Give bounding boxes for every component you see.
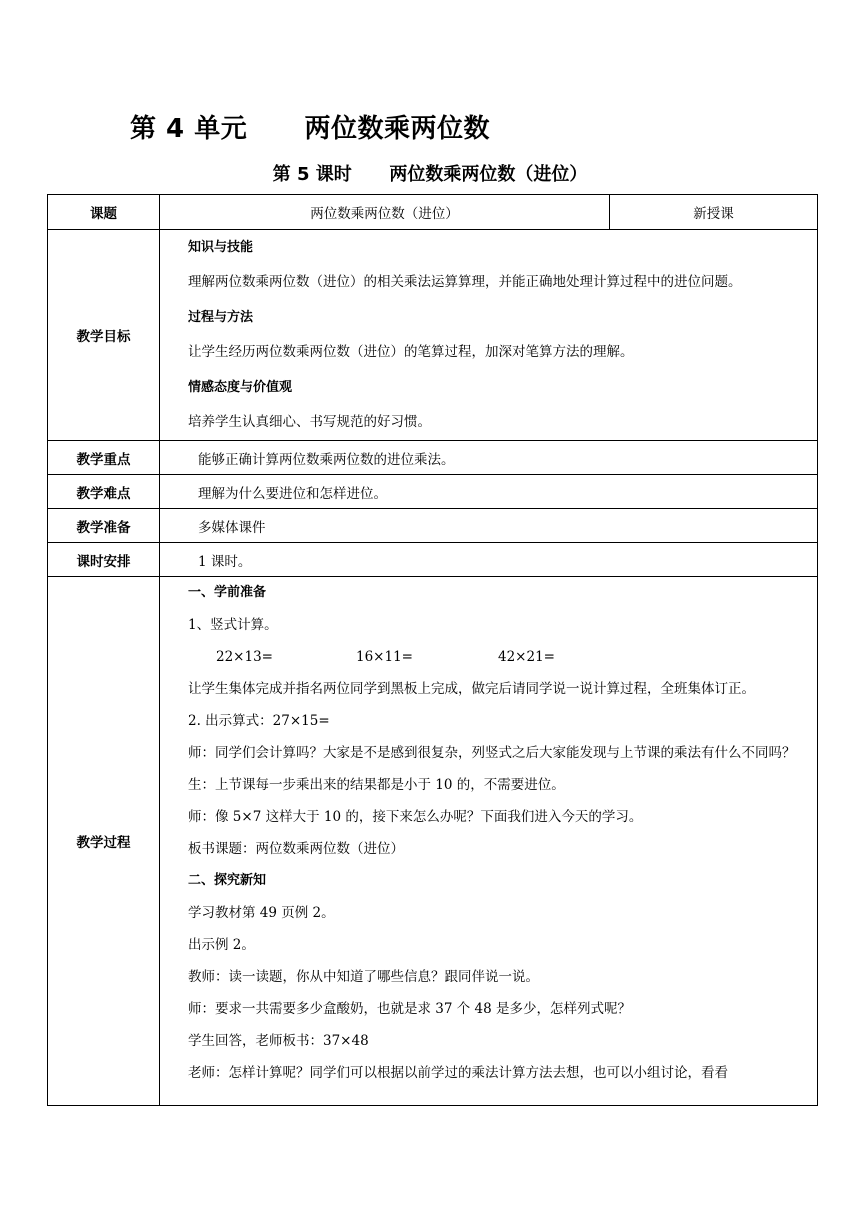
process-paragraph: 师：要求一共需要多少盒酸奶，也就是求 37 个 48 是多少，怎样列式呢？: [188, 1001, 632, 1017]
process-content: [160, 577, 818, 1106]
topic-title: 两位数乘两位数（进位）: [160, 195, 610, 230]
difficulty-label: 教学难点: [48, 475, 160, 509]
process-paragraph: 教师：读一读题，你从中知道了哪些信息？跟同伴说一说。: [188, 969, 539, 985]
process-row: [48, 577, 818, 1106]
calc-item: 42×21=: [498, 649, 555, 665]
topic-row: [48, 195, 818, 230]
process-paragraph: 1、竖式计算。: [188, 617, 278, 633]
difficulty-row: [48, 475, 818, 509]
section-heading-preparation: 一、学前准备: [188, 585, 267, 600]
objective-heading-attitude: 情感态度与价值观: [188, 380, 293, 395]
process-paragraph: 学生回答，老师板书：37×48: [188, 1033, 369, 1049]
process-paragraph: 板书课题：两位数乘两位数（进位）: [188, 841, 404, 857]
objectives-label: 教学目标: [48, 230, 160, 441]
process-paragraph: 出示例 2。: [188, 937, 255, 953]
key-point-text: 能够正确计算两位数乘两位数的进位乘法。: [160, 441, 818, 475]
objective-heading-process: 过程与方法: [188, 310, 254, 325]
objective-heading-knowledge: 知识与技能: [188, 240, 254, 255]
objective-text-process: 让学生经历两位数乘两位数（进位）的笔算过程，加深对笔算方法的理解。: [188, 344, 634, 360]
process-paragraph: 让学生集体完成并指名两位同学到黑板上完成，做完后请同学说一说计算过程，全班集体订正。: [188, 681, 755, 697]
objectives-content: [160, 230, 818, 441]
process-paragraph: 师：像 5×7 这样大于 10 的，接下来怎么办呢？下面我们进入今天的学习。: [188, 809, 643, 825]
process-paragraph: 老师：怎样计算呢？同学们可以根据以前学过的乘法计算方法去想，也可以小组讨论，看看: [188, 1065, 728, 1081]
schedule-text: 1 课时。: [160, 543, 818, 577]
difficulty-text: 理解为什么要进位和怎样进位。: [160, 475, 818, 509]
process-paragraph: 生：上节课每一步乘出来的结果都是小于 10 的，不需要进位。: [188, 777, 565, 793]
lesson-plan-table: [47, 194, 818, 1106]
process-paragraph: 师：同学们会计算吗？大家是不是感到很复杂，列竖式之后大家能发现与上节课的乘法有什么不同吗？: [188, 745, 796, 761]
process-paragraph: 2. 出示算式：27×15=: [188, 713, 330, 729]
objective-text-knowledge: 理解两位数乘两位数（进位）的相关乘法运算算理，并能正确地处理计算过程中的进位问题。: [188, 274, 742, 290]
calc-exercises: [160, 641, 817, 673]
process-paragraph: 学习教材第 49 页例 2。: [188, 905, 335, 921]
unit-title: 第 4 单元 两位数乘两位数: [130, 114, 491, 144]
key-point-row: [48, 441, 818, 475]
objective-text-attitude: 培养学生认真细心、书写规范的好习惯。: [188, 414, 431, 430]
lesson-type: 新授课: [610, 195, 818, 230]
schedule-label: 课时安排: [48, 543, 160, 577]
objectives-row: [48, 230, 818, 441]
preparation-text: 多媒体课件: [160, 509, 818, 543]
process-label: 教学过程: [48, 577, 160, 1106]
preparation-label: 教学准备: [48, 509, 160, 543]
section-heading-explore: 二、探究新知: [188, 873, 267, 888]
calc-item: 16×11=: [356, 649, 413, 665]
preparation-row: [48, 509, 818, 543]
schedule-row: [48, 543, 818, 577]
calc-item: 22×13=: [216, 649, 273, 665]
lesson-title: 第 5 课时 两位数乘两位数（进位）: [272, 164, 588, 185]
topic-label: 课题: [48, 195, 160, 230]
key-point-label: 教学重点: [48, 441, 160, 475]
